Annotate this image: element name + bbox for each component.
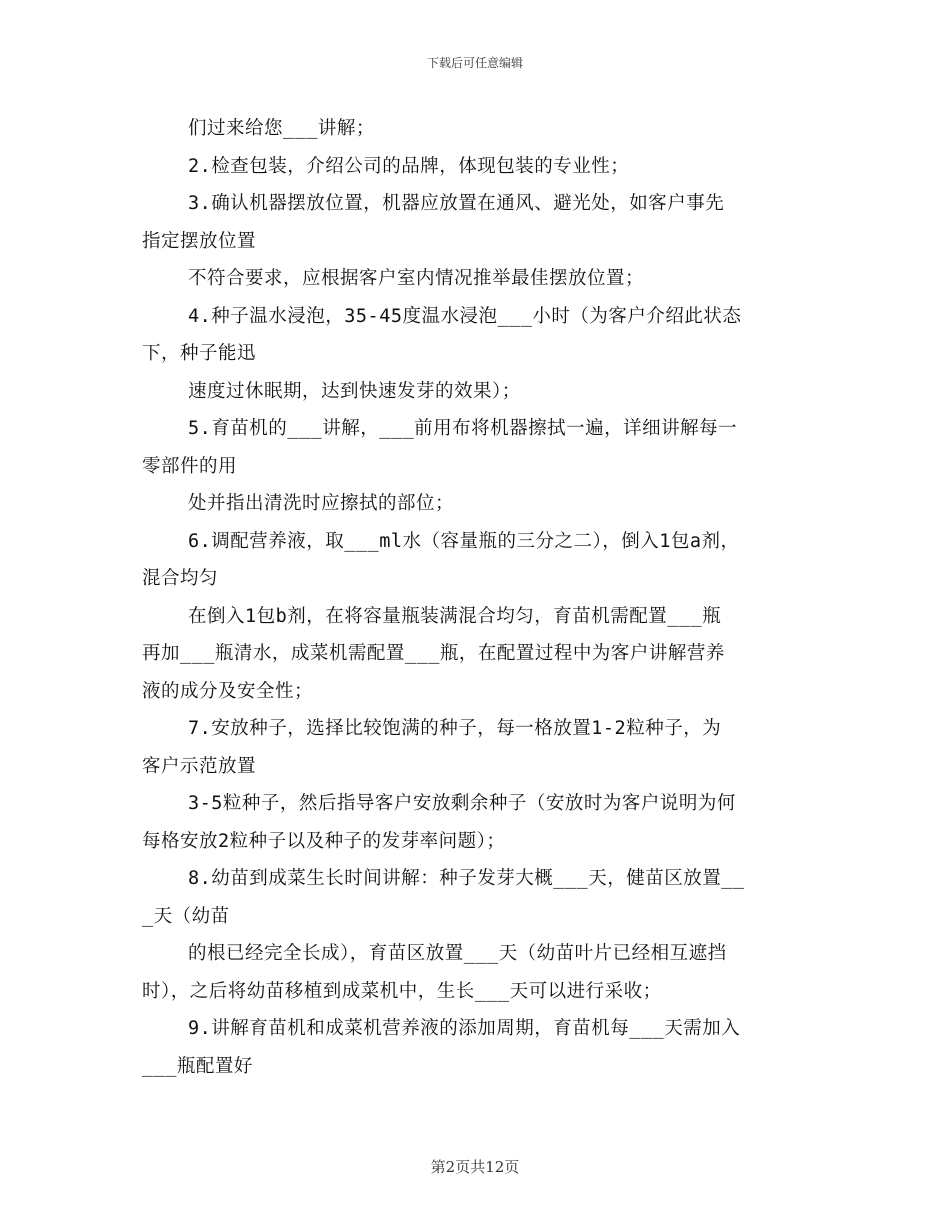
text-line: 2.检查包装，介绍公司的品牌，体现包装的专业性； bbox=[188, 155, 630, 177]
text-line: 8.幼苗到成菜生长时间讲解：种子发芽大概___天，健苗区放置__ bbox=[188, 868, 745, 889]
text-line: 每格安放2粒种子以及种子的发芽率问题）； bbox=[142, 830, 506, 852]
page-header: 下载后可任意编辑 bbox=[426, 56, 523, 70]
text-line: 再加___瓶清水，成菜机需配置___瓶，在配置过程中为客户讲解营养 bbox=[142, 643, 725, 664]
text-line: 在倒入1包b剂，在将容量瓶装满混合均匀，育苗机需配置___瓶 bbox=[188, 605, 722, 627]
text-line: 指定摆放位置 bbox=[142, 230, 257, 252]
text-line: 7.安放种子，选择比较饱满的种子，每一格放置1-2粒种子，为 bbox=[188, 718, 722, 739]
text-line: 6.调配营养液，取___ml水（容量瓶的三分之二），倒入1包a剂， bbox=[188, 530, 740, 552]
text-line: 混合均匀 bbox=[142, 568, 219, 589]
text-line: ___瓶配置好 bbox=[142, 1055, 253, 1077]
text-line: 9.讲解育苗机和成菜机营养液的添加周期，育苗机每___天需加入 bbox=[188, 1018, 741, 1039]
text-line: 3.确认机器摆放位置，机器应放置在通风、避光处，如客户事先 bbox=[188, 193, 725, 214]
text-line: 零部件的用 bbox=[142, 455, 238, 477]
text-line: 不符合要求，应根据客户室内情况推举最佳摆放位置； bbox=[188, 268, 645, 289]
text-line: 时），之后将幼苗移植到成菜机中，生长___天可以进行采收； bbox=[142, 980, 662, 1002]
text-line: 3-5粒种子，然后指导客户安放剩余种子（安放时为客户说明为何 bbox=[188, 793, 736, 814]
document-body bbox=[142, 110, 832, 1085]
text-line: 速度过休眠期，达到快速发芽的效果）； bbox=[188, 380, 521, 402]
text-line: 处并指出清洗时应擦拭的部位； bbox=[188, 493, 455, 514]
text-line: 们过来给您___讲解； bbox=[188, 118, 375, 139]
text-line: _天（幼苗 bbox=[142, 905, 230, 927]
text-line: 的根已经完全长成），育苗区放置___天（幼苗叶片已经相互遮挡 bbox=[188, 943, 727, 964]
text-line: 4.种子温水浸泡，35-45度温水浸泡___小时（为客户介绍此状态 bbox=[188, 305, 742, 327]
text-line: 下，种子能迅 bbox=[142, 343, 257, 364]
page-number: 第2页共12页 bbox=[430, 1158, 520, 1176]
text-line: 液的成分及安全性； bbox=[142, 680, 314, 702]
text-line: 5.育苗机的___讲解，___前用布将机器擦拭一遍，详细讲解每一 bbox=[188, 418, 738, 439]
text-line: 客户示范放置 bbox=[142, 755, 257, 777]
